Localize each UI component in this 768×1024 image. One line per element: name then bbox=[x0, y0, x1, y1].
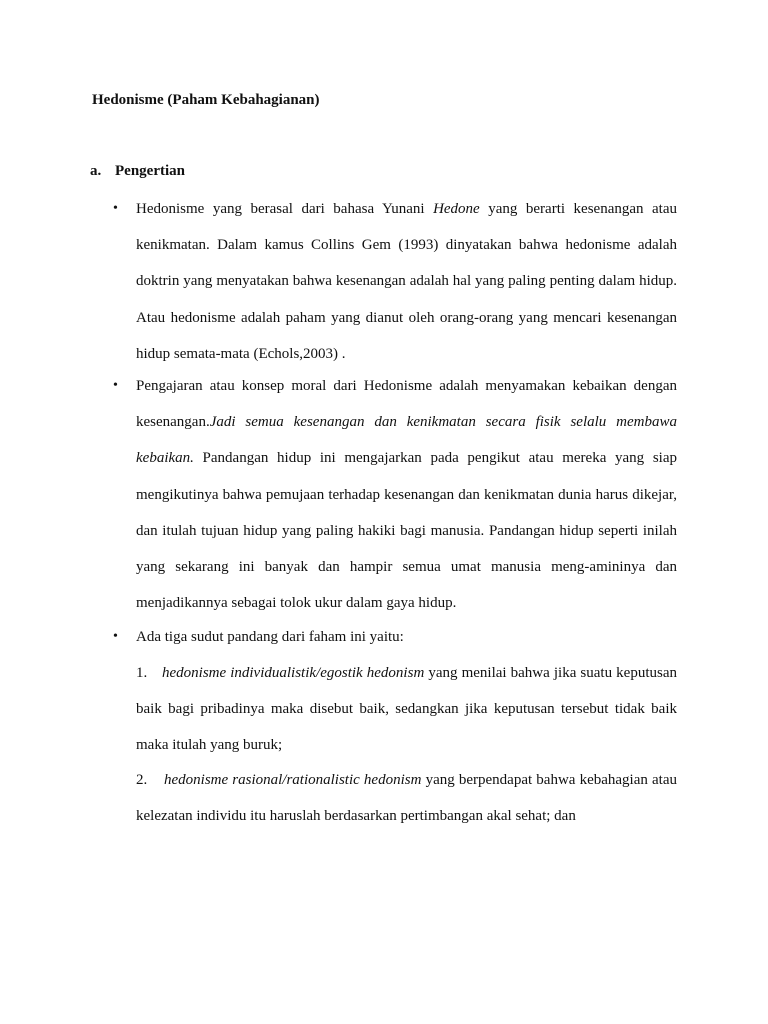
list-item-2-number: 2. bbox=[136, 772, 148, 788]
bullet-2-text-a: Pengajaran atau konsep moral dari Hedonisme adalah menyamakan kebaikan dengan kesenangan. bbox=[136, 378, 677, 431]
bullet-2-text-c: Pandangan hidup ini mengajarkan pada pengikut atau mereka yang siap mengikutinya bahwa pemujaan terhadap kesenangan dan kenikmatan dunia harus dikejar, dan itulah tujuan hidup yang paling hakiki bagi manusia. Pandangan hidup seperti inilah yang sekarang ini banyak dan hampir semua umat manusia meng-amininya dan menjadikannya sebagai tolok ukur dalam gaya hidup. bbox=[136, 450, 677, 612]
bullet-icon: • bbox=[113, 378, 118, 393]
section-label: Pengertian bbox=[115, 163, 185, 179]
list-item-1-italic: hedonisme individualistik/egostik hedonism bbox=[162, 665, 425, 681]
bullet-icon: • bbox=[113, 629, 118, 644]
bullet-icon: • bbox=[113, 201, 118, 216]
list-item-1-text: yang menilai bahwa jika suatu keputusan baik bagi pribadinya maka disebut baik, sedangkan jika keputusan tersebut tidak baik maka itulah yang buruk; bbox=[136, 665, 677, 754]
section-number: a. bbox=[90, 163, 102, 179]
bullet-paragraph-3 bbox=[136, 619, 677, 655]
list-item-2 bbox=[136, 762, 677, 834]
list-item-1 bbox=[136, 655, 677, 764]
bullet-3-text: Ada tiga sudut pandang dari faham ini yaitu: bbox=[136, 629, 404, 645]
section-heading bbox=[90, 163, 185, 180]
bullet-2-text-italic: Jadi semua kesenangan dan kenikmatan secara fisik selalu membawa kebaikan. bbox=[136, 414, 677, 467]
bullet-1-text-italic: Hedone bbox=[433, 201, 480, 217]
bullet-paragraph-2 bbox=[136, 368, 677, 621]
bullet-paragraph-1 bbox=[136, 191, 677, 372]
bullet-1-text-a: Hedonisme yang berasal dari bahasa Yunani bbox=[136, 201, 434, 217]
list-item-1-number: 1. bbox=[136, 665, 148, 681]
list-item-2-text: yang berpendapat bahwa kebahagian atau kelezatan individu itu haruslah berdasarkan pertimbangan akal sehat; dan bbox=[136, 772, 677, 825]
list-item-2-italic: hedonisme rasional/rationalistic hedonism bbox=[164, 772, 422, 788]
bullet-1-text-c: yang berarti kesenangan atau kenikmatan. Dalam kamus Collins Gem (1993) dinyatakan bahwa hedonisme adalah doktrin yang menyatakan bahwa kesenangan adalah hal yang paling penting dalam hidup. Atau hedonisme adalah paham yang dianut oleh orang-orang yang mencari kesenangan hidup semata-mata (Echols,2003) . bbox=[136, 201, 677, 362]
document-title: Hedonisme (Paham Kebahagianan) bbox=[92, 92, 320, 108]
